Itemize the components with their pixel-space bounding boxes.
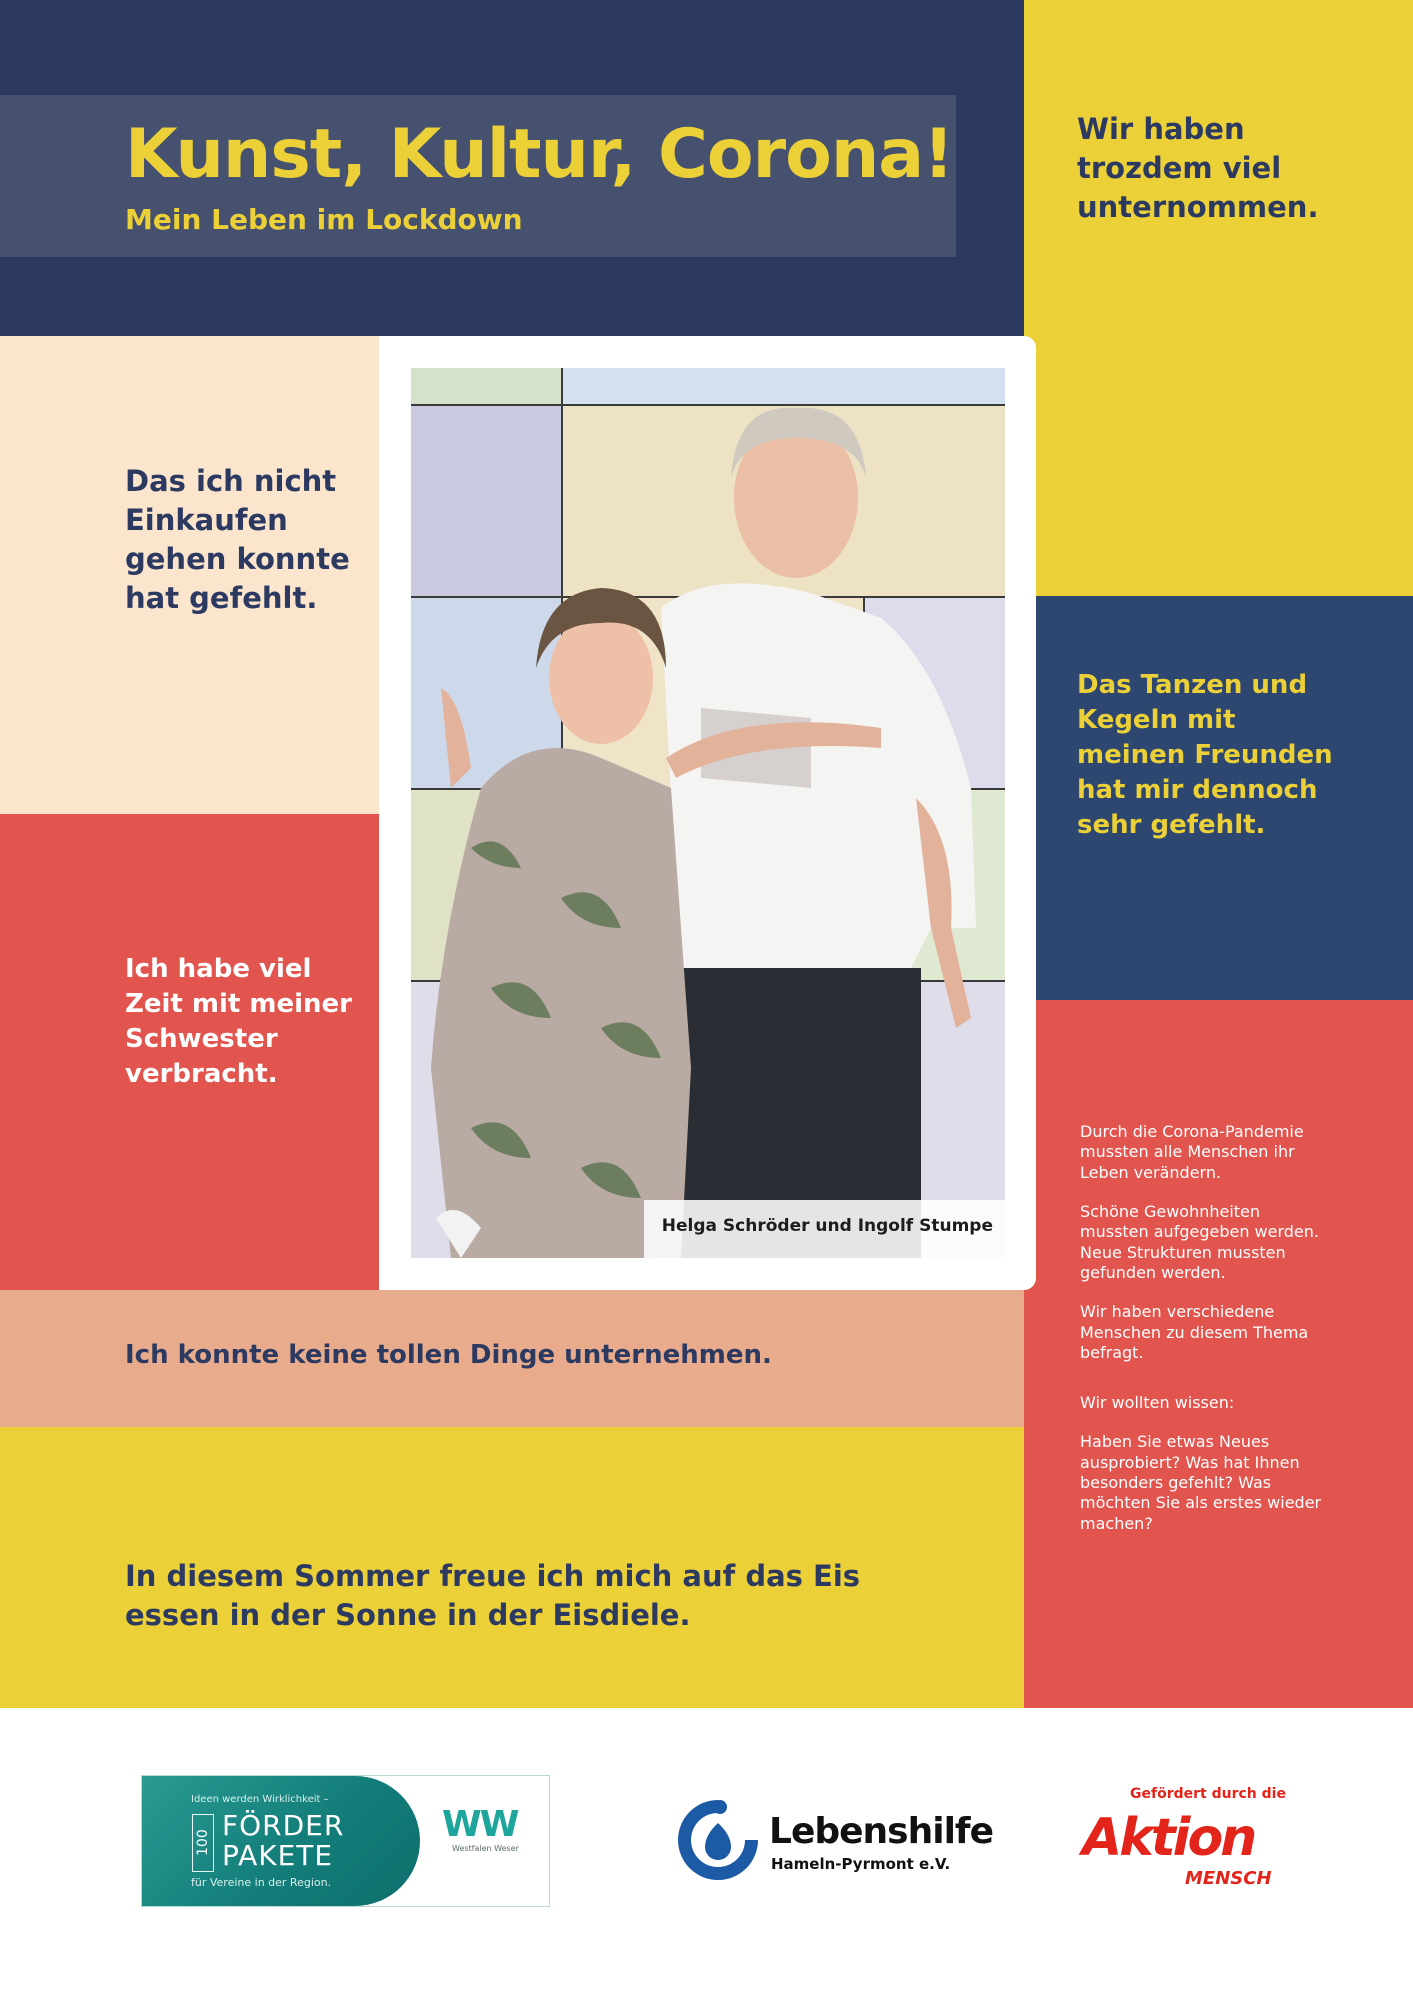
foerderpakete-footer: für Vereine in der Region. [191, 1876, 332, 1889]
lebenshilfe-name: Lebenshilfe [769, 1811, 993, 1852]
foerderpakete-tagline: Ideen werden Wirklichkeit – [191, 1794, 329, 1805]
info-paragraph: Wir haben verschiedene Menschen zu diesem Thema befragt. [1080, 1302, 1309, 1362]
foerderpakete-line1: FÖRDER [222, 1809, 345, 1842]
info-text [1080, 1122, 1330, 1553]
info-paragraph: Haben Sie etwas Neues ausprobiert? Was hat Ihnen besonders gefehlt? Was möchten Sie als erstes wieder machen? [1080, 1432, 1322, 1533]
lebenshilfe-icon [673, 1795, 763, 1885]
ww-mark-sub: Westfalen Weser [452, 1844, 519, 1853]
info-paragraph: Wir wollten wissen: [1080, 1393, 1235, 1413]
aktion-mensch-mensch: MENSCH [1185, 1868, 1272, 1889]
lebenshilfe-logo [673, 1795, 993, 1885]
aktion-mensch-tagline: Gefördert durch die [1130, 1786, 1286, 1802]
info-paragraph: Durch die Corona-Pandemie mussten alle Menschen ihr Leben verändern. [1080, 1122, 1304, 1182]
page-subtitle: Mein Leben im Lockdown [125, 203, 523, 236]
aktion-mensch-word: Aktion [1082, 1808, 1255, 1868]
quote-left-2: Ich habe viel Zeit mit meiner Schwester verbracht. [125, 954, 352, 1090]
quote-top-right: Wir haben trozdem viel unternommen. [1077, 112, 1319, 225]
quote-bottom-1: Ich konnte keine tollen Dinge unternehmen. [125, 1340, 772, 1370]
foerderpakete-line2: PAKETE [222, 1839, 334, 1872]
ww-mark: WW [442, 1804, 518, 1845]
quote-right-2: Das Tanzen und Kegeln mit meinen Freunden hat mir dennoch sehr gefehlt. [1077, 670, 1333, 841]
top-right-block [1024, 0, 1413, 596]
aktion-mensch-logo [1070, 1782, 1290, 1892]
lebenshilfe-subtitle: Hameln-Pyrmont e.V. [771, 1855, 951, 1873]
foerderpakete-logo [141, 1775, 550, 1907]
portrait-illustration [411, 368, 1005, 1258]
quote-left-1: Das ich nicht Einkaufen gehen konnte hat gefehlt. [125, 464, 350, 616]
quote-bottom-2: In diesem Sommer freue ich mich auf das Eis essen in der Sonne in der Eisdiele. [125, 1559, 861, 1633]
foerderpakete-number: 100 [192, 1814, 214, 1872]
page-title: Kunst, Kultur, Corona! [125, 115, 954, 194]
photo-caption: Helga Schröder und Ingolf Stumpe [644, 1200, 1005, 1258]
info-paragraph: Schöne Gewohnheiten mussten aufgegeben werden. Neue Strukturen mussten gefunden werden. [1080, 1201, 1319, 1282]
portrait-photo [411, 368, 1005, 1258]
